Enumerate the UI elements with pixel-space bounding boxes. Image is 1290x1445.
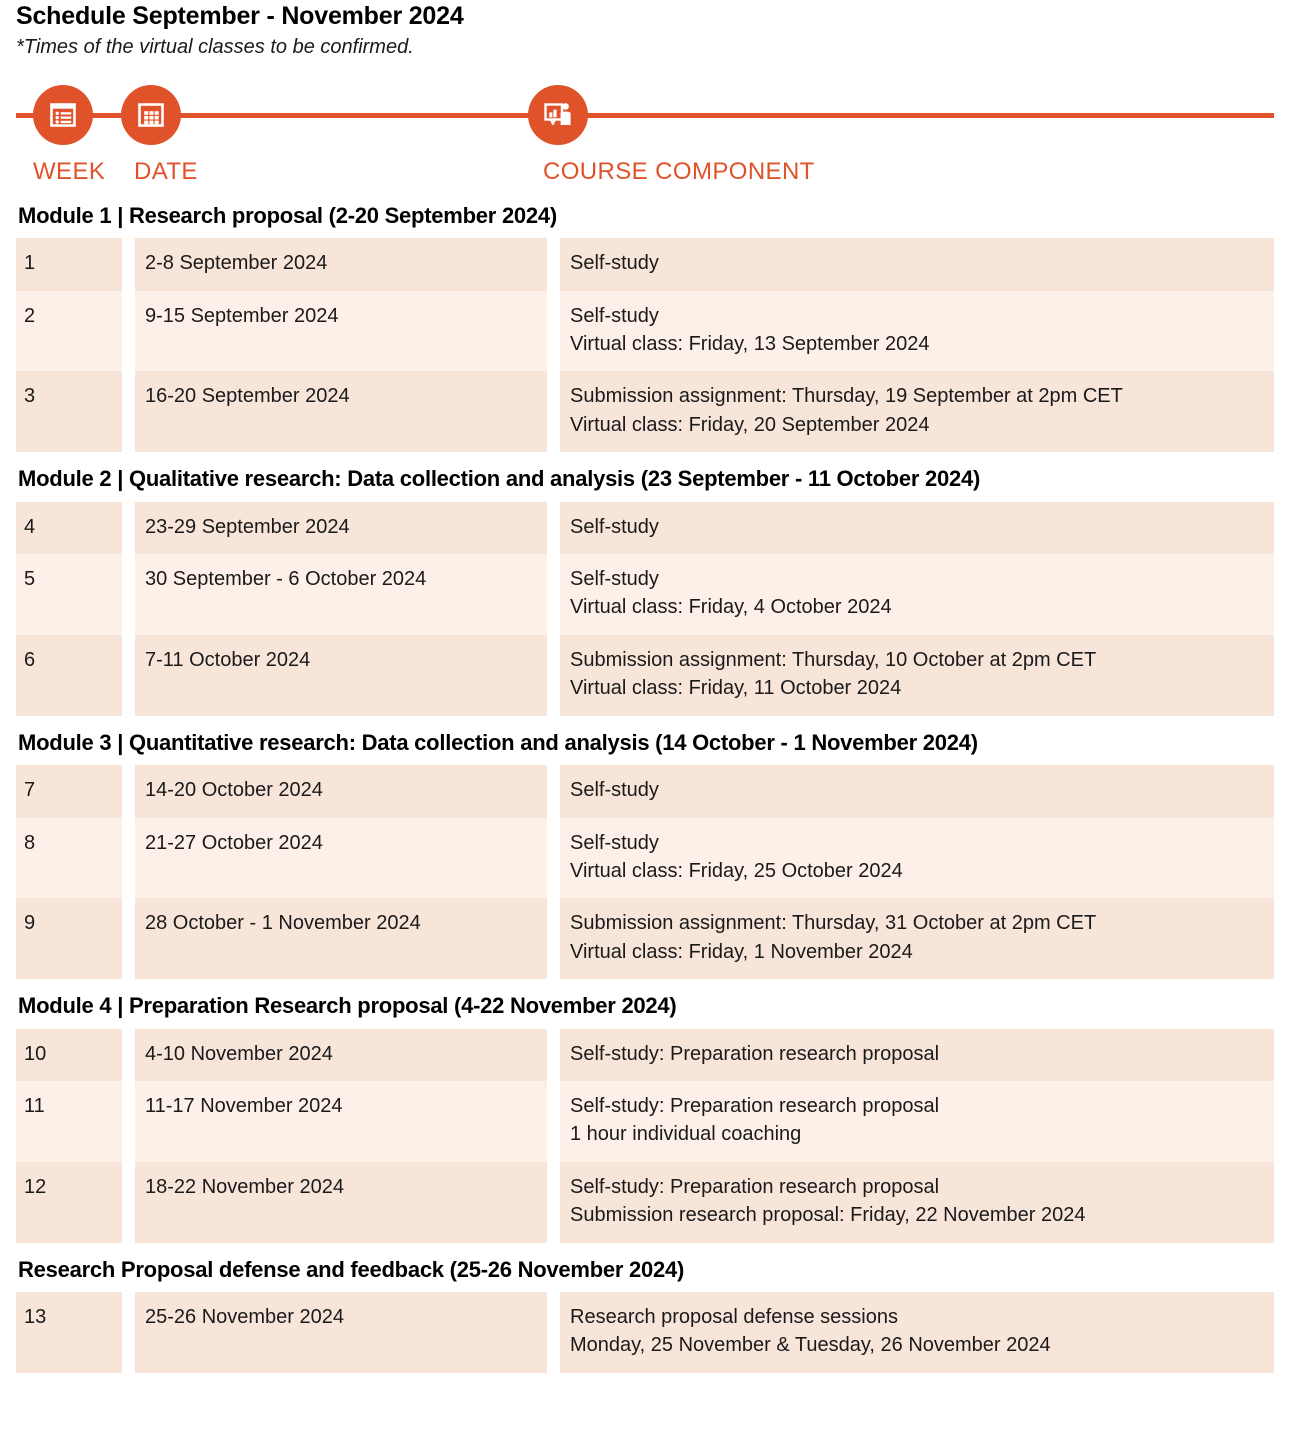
course-component-line: Submission assignment: Thursday, 10 October at 2pm CET [570, 648, 1097, 671]
course-component-line: Self-study [570, 568, 659, 591]
cell-course-component [560, 1081, 1274, 1162]
cell-course-component [560, 554, 1274, 635]
course-component-line: Self-study: Preparation research proposal [570, 1175, 940, 1198]
course-component-line: Virtual class: Friday, 11 October 2024 [570, 677, 902, 700]
course-component-line: Self-study: Preparation research proposal [570, 1042, 940, 1065]
column-divider [122, 898, 135, 979]
column-label-course-component: COURSE COMPONENT [543, 157, 815, 185]
table-row [16, 502, 1274, 554]
presentation-icon [542, 99, 574, 131]
course-component-line: Virtual class: Friday, 13 September 2024 [570, 333, 930, 356]
table-row [16, 898, 1274, 979]
course-component-node [528, 85, 588, 145]
course-component-line: Research proposal defense sessions [570, 1306, 898, 1329]
schedule-table [16, 1292, 1274, 1373]
cell-date: 11-17 November 2024 [135, 1081, 547, 1162]
column-divider [547, 1081, 560, 1162]
table-row [16, 238, 1274, 290]
cell-date: 25-26 November 2024 [135, 1292, 547, 1373]
cell-course-component [560, 371, 1274, 452]
schedule-table [16, 765, 1274, 979]
cell-date: 14-20 October 2024 [135, 765, 547, 817]
schedule-table [16, 238, 1274, 452]
column-divider [122, 502, 135, 554]
course-component-line: Self-study [570, 779, 659, 802]
section-heading: Research Proposal defense and feedback (25-26 November 2024) [18, 1256, 685, 1282]
cell-course-component [560, 502, 1274, 554]
cell-course-component [560, 765, 1274, 817]
column-divider [122, 1292, 135, 1373]
cell-week: 4 [16, 502, 122, 554]
cell-week: 5 [16, 554, 122, 635]
column-divider [122, 765, 135, 817]
column-divider [122, 554, 135, 635]
column-divider [547, 291, 560, 372]
cell-course-component [560, 1162, 1274, 1243]
cell-date: 23-29 September 2024 [135, 502, 547, 554]
page-title: Schedule September - November 2024 [16, 2, 464, 30]
cell-course-component [560, 1292, 1274, 1373]
course-component-line: Virtual class: Friday, 1 November 2024 [570, 940, 913, 963]
column-divider [547, 1029, 560, 1081]
column-label-week: WEEK [33, 157, 106, 185]
cell-week: 3 [16, 371, 122, 452]
column-divider [547, 1162, 560, 1243]
course-component-line: Self-study [570, 831, 659, 854]
list-icon [48, 100, 78, 130]
table-row [16, 371, 1274, 452]
cell-week: 7 [16, 765, 122, 817]
column-divider [547, 371, 560, 452]
calendar-icon [136, 100, 166, 130]
column-divider [547, 502, 560, 554]
column-divider [122, 291, 135, 372]
course-component-line: Virtual class: Friday, 25 October 2024 [570, 859, 903, 882]
cell-date: 18-22 November 2024 [135, 1162, 547, 1243]
cell-week: 13 [16, 1292, 122, 1373]
column-label-row [16, 155, 1274, 189]
column-divider [122, 1162, 135, 1243]
column-divider [122, 238, 135, 290]
table-row [16, 818, 1274, 899]
column-divider [122, 635, 135, 716]
course-component-line: Monday, 25 November & Tuesday, 26 November 2024 [570, 1334, 1051, 1357]
column-divider [547, 765, 560, 817]
table-row [16, 1292, 1274, 1373]
cell-date: 2-8 September 2024 [135, 238, 547, 290]
column-divider [547, 554, 560, 635]
column-divider [547, 898, 560, 979]
cell-week: 9 [16, 898, 122, 979]
timeline-header [16, 77, 1274, 153]
cell-date: 16-20 September 2024 [135, 371, 547, 452]
column-divider [547, 238, 560, 290]
cell-week: 12 [16, 1162, 122, 1243]
timeline-rule [16, 113, 1274, 118]
cell-course-component [560, 238, 1274, 290]
cell-date: 9-15 September 2024 [135, 291, 547, 372]
cell-date: 7-11 October 2024 [135, 635, 547, 716]
cell-week: 1 [16, 238, 122, 290]
schedule-table [16, 502, 1274, 716]
course-component-line: Self-study [570, 515, 659, 538]
cell-date: 28 October - 1 November 2024 [135, 898, 547, 979]
cell-course-component [560, 1029, 1274, 1081]
course-component-line: Self-study [570, 252, 659, 275]
cell-course-component [560, 818, 1274, 899]
column-divider [547, 635, 560, 716]
column-divider [122, 818, 135, 899]
cell-week: 11 [16, 1081, 122, 1162]
schedule-table [16, 1029, 1274, 1243]
course-component-line: Submission assignment: Thursday, 31 October at 2pm CET [570, 912, 1097, 935]
table-row [16, 1029, 1274, 1081]
cell-course-component [560, 898, 1274, 979]
page-subtitle: *Times of the virtual classes to be confirmed. [16, 35, 414, 58]
cell-date: 21-27 October 2024 [135, 818, 547, 899]
course-component-line: Submission research proposal: Friday, 22 November 2024 [570, 1204, 1086, 1227]
table-row [16, 1162, 1274, 1243]
table-row [16, 1081, 1274, 1162]
course-component-line: Self-study: Preparation research proposal [570, 1095, 940, 1117]
course-component-line: 1 hour individual coaching [570, 1123, 802, 1146]
cell-week: 6 [16, 635, 122, 716]
column-divider [547, 818, 560, 899]
cell-week: 8 [16, 818, 122, 899]
column-divider [122, 1029, 135, 1081]
course-component-line: Virtual class: Friday, 20 September 2024 [570, 413, 930, 436]
course-component-line: Submission assignment: Thursday, 19 September at 2pm CET [570, 385, 1123, 408]
section-heading: Module 4 | Preparation Research proposal (4-22 November 2024) [18, 993, 677, 1019]
course-component-line: Self-study [570, 304, 659, 327]
section-heading: Module 2 | Qualitative research: Data collection and analysis (23 September - 11 October 2024) [18, 466, 981, 492]
table-row [16, 291, 1274, 372]
date-node [121, 85, 181, 145]
schedule-sections [16, 189, 1274, 1373]
cell-course-component [560, 635, 1274, 716]
cell-date: 30 September - 6 October 2024 [135, 554, 547, 635]
column-divider [122, 1081, 135, 1162]
section-heading: Module 3 | Quantitative research: Data collection and analysis (14 October - 1 November 2024) [18, 729, 978, 755]
week-node [33, 85, 93, 145]
table-row [16, 765, 1274, 817]
cell-week: 2 [16, 291, 122, 372]
column-divider [122, 371, 135, 452]
section-heading: Module 1 | Research proposal (2-20 September 2024) [18, 202, 557, 228]
cell-week: 10 [16, 1029, 122, 1081]
cell-course-component [560, 291, 1274, 372]
column-divider [547, 1292, 560, 1373]
column-label-date: DATE [134, 157, 198, 185]
course-component-line: Virtual class: Friday, 4 October 2024 [570, 596, 892, 619]
table-row [16, 554, 1274, 635]
cell-date: 4-10 November 2024 [135, 1029, 547, 1081]
table-row [16, 635, 1274, 716]
